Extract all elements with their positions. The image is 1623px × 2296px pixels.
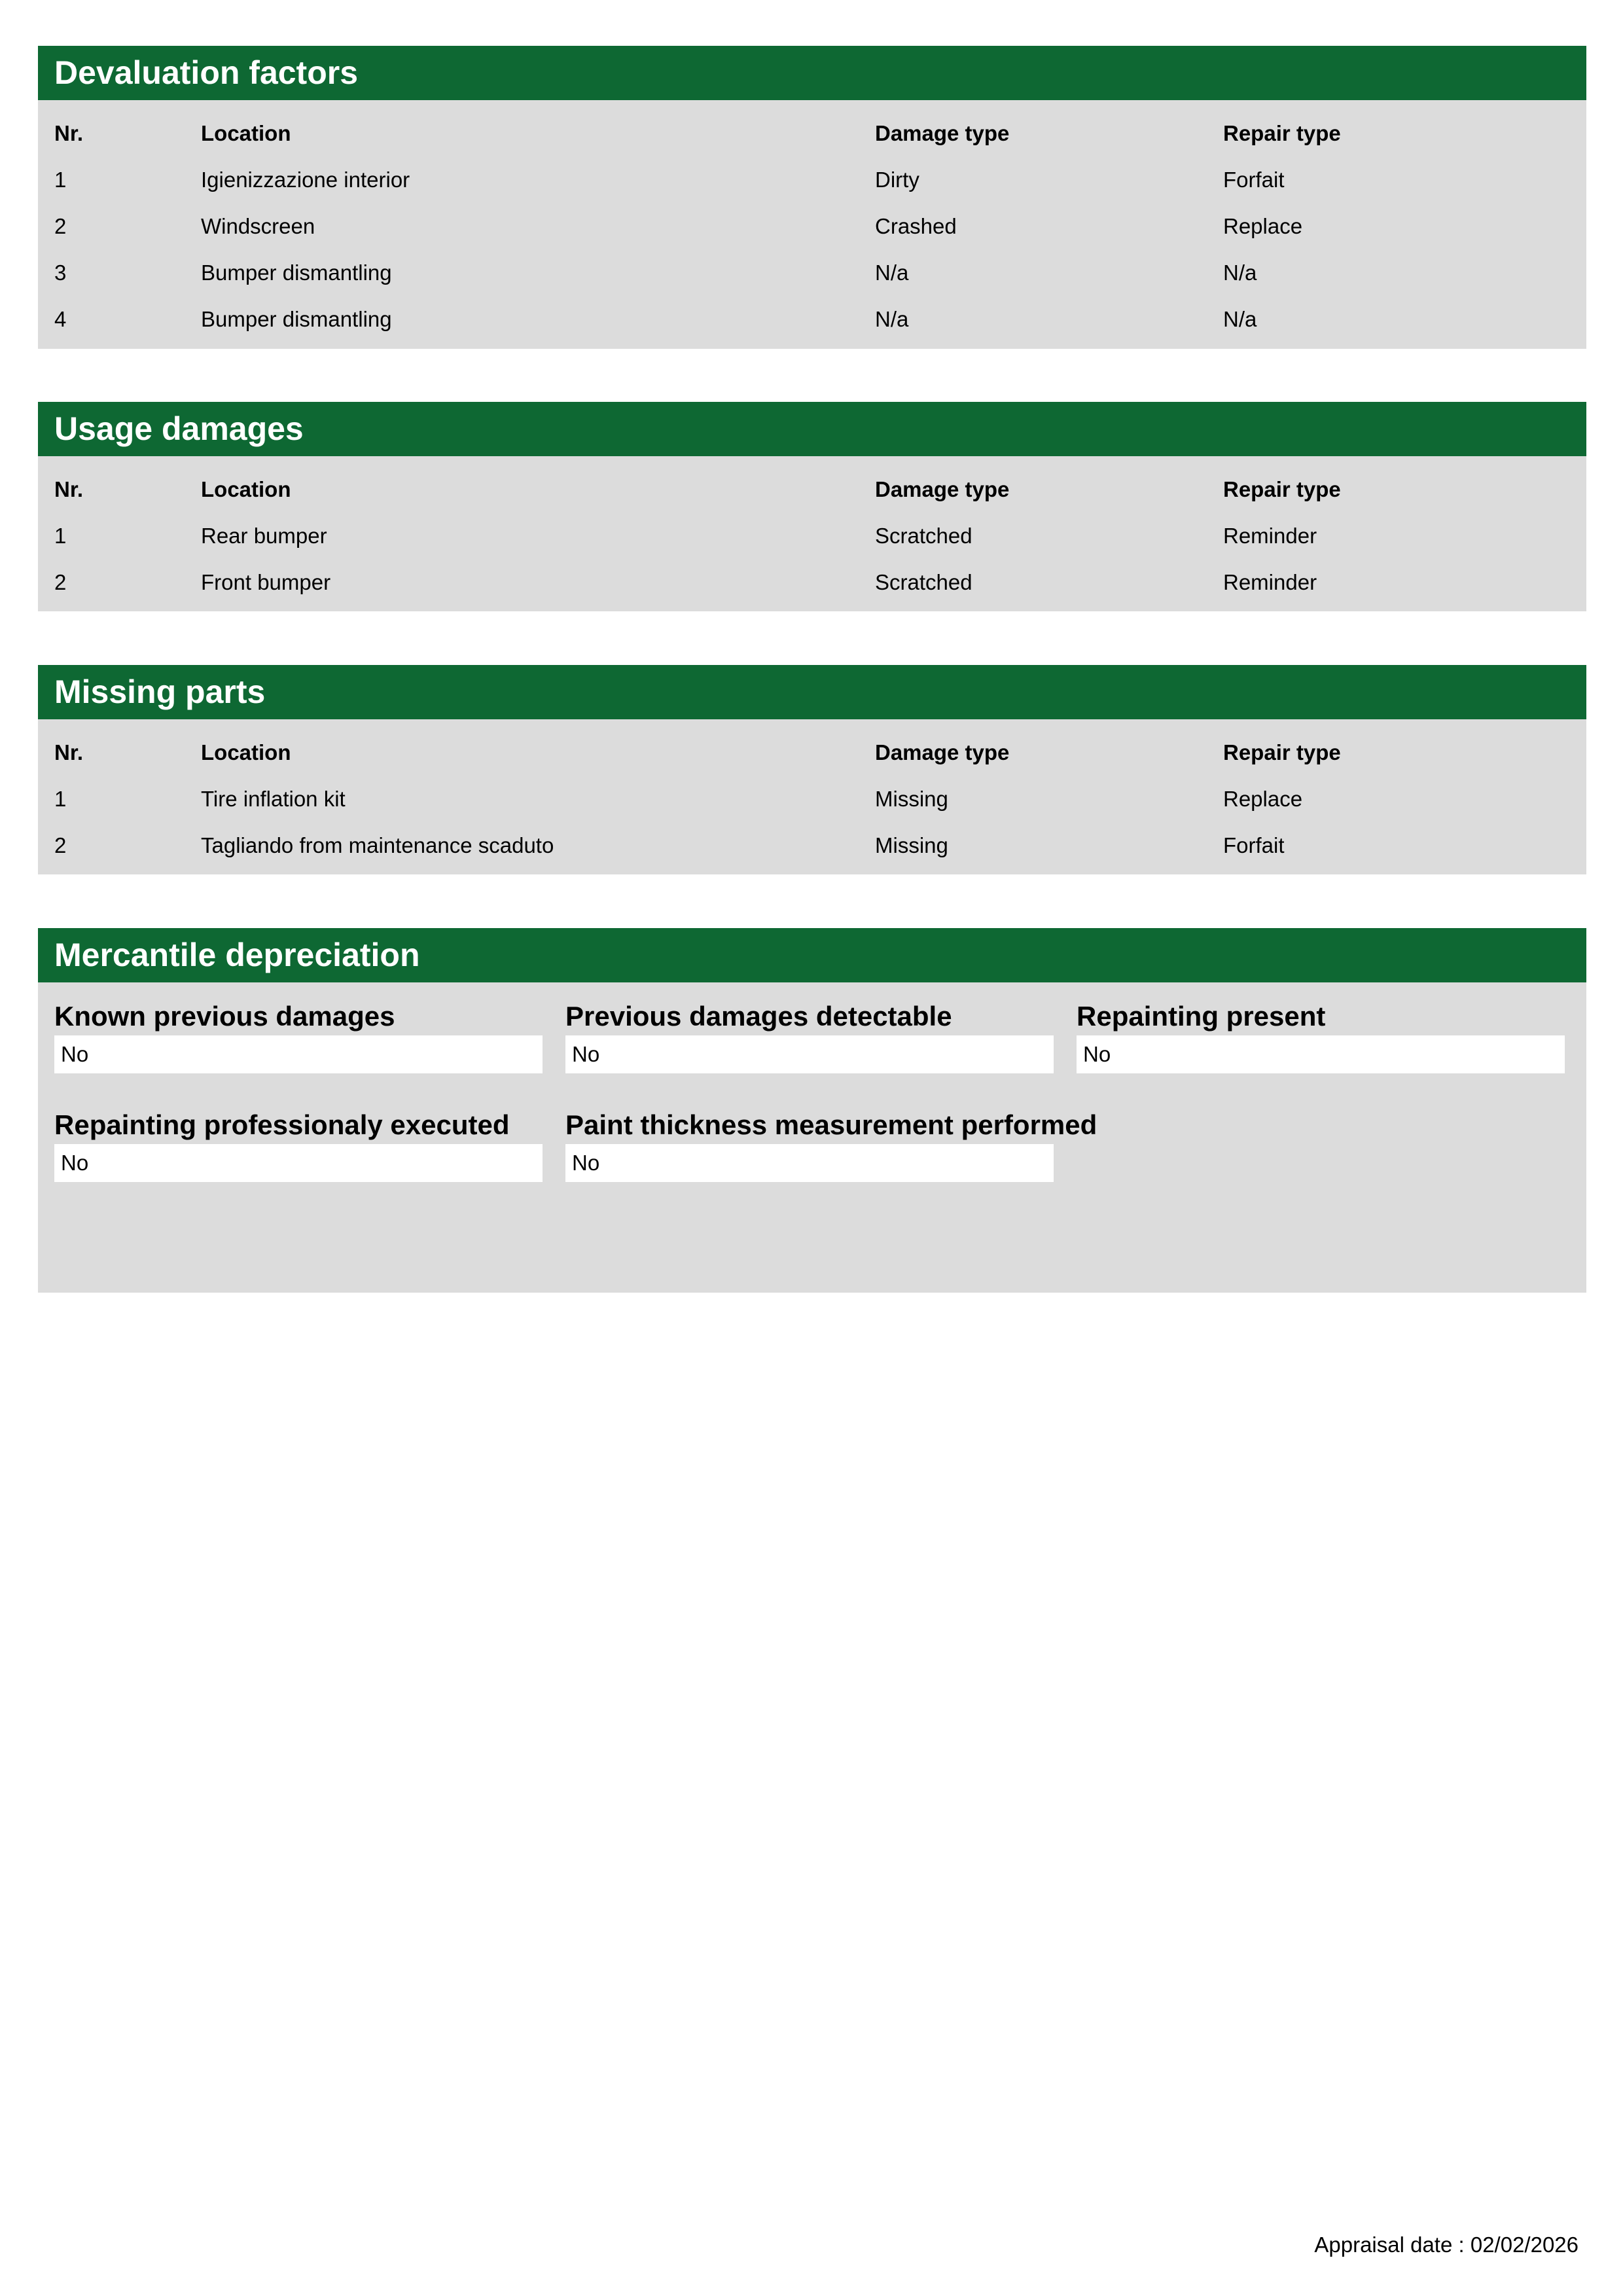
cell-repair-type: Reminder xyxy=(1223,524,1317,548)
usage-damages-section xyxy=(38,402,1586,611)
cell-location: Rear bumper xyxy=(201,524,327,548)
field-paint-thickness-measurement-performed xyxy=(565,1109,1097,1182)
column-header-nr: Nr. xyxy=(54,740,84,764)
usage-damages-title: Usage damages xyxy=(38,402,1586,456)
cell-nr: 1 xyxy=(54,787,67,811)
field-known-previous-damages xyxy=(54,1000,543,1073)
field-label: Repainting professionaly executed xyxy=(54,1109,510,1140)
cell-location: Tagliando from maintenance scaduto xyxy=(201,833,554,857)
mercantile-depreciation-section xyxy=(38,928,1586,1293)
table-row xyxy=(38,296,1586,342)
cell-damage-type: Scratched xyxy=(875,570,972,594)
cell-location: Bumper dismantling xyxy=(201,260,392,285)
missing-parts-section xyxy=(38,665,1586,874)
column-header-nr: Nr. xyxy=(54,121,84,145)
column-header-location: Location xyxy=(201,477,291,501)
cell-repair-type: N/a xyxy=(1223,307,1257,331)
table-header-row xyxy=(38,729,1586,776)
column-header-repair-type: Repair type xyxy=(1223,121,1341,145)
cell-nr: 3 xyxy=(54,260,67,285)
cell-repair-type: N/a xyxy=(1223,260,1257,285)
column-header-damage-type: Damage type xyxy=(875,121,1010,145)
table-row xyxy=(38,512,1586,559)
cell-nr: 2 xyxy=(54,570,67,594)
field-repainting-professionaly-executed xyxy=(54,1109,543,1182)
table-row xyxy=(38,249,1586,296)
field-value: No xyxy=(565,1035,1054,1073)
cell-location: Tire inflation kit xyxy=(201,787,346,811)
column-header-nr: Nr. xyxy=(54,477,84,501)
table-header-row xyxy=(38,466,1586,512)
cell-nr: 2 xyxy=(54,833,67,857)
cell-location: Igienizzazione interior xyxy=(201,168,410,192)
field-value: No xyxy=(1077,1035,1565,1073)
column-header-damage-type: Damage type xyxy=(875,477,1010,501)
table-row xyxy=(38,822,1586,869)
cell-location: Front bumper xyxy=(201,570,331,594)
column-header-repair-type: Repair type xyxy=(1223,740,1341,764)
missing-parts-table xyxy=(38,719,1586,869)
field-label: Repainting present xyxy=(1077,1001,1326,1031)
cell-repair-type: Forfait xyxy=(1223,168,1285,192)
devaluation-factors-section xyxy=(38,46,1586,349)
field-value: No xyxy=(565,1144,1054,1182)
devaluation-factors-title: Devaluation factors xyxy=(38,46,1586,100)
cell-damage-type: N/a xyxy=(875,260,909,285)
field-value: No xyxy=(54,1035,543,1073)
cell-repair-type: Replace xyxy=(1223,214,1303,238)
cell-repair-type: Reminder xyxy=(1223,570,1317,594)
cell-location: Windscreen xyxy=(201,214,315,238)
field-value: No xyxy=(54,1144,543,1182)
cell-nr: 1 xyxy=(54,524,67,548)
column-header-repair-type: Repair type xyxy=(1223,477,1341,501)
cell-nr: 2 xyxy=(54,214,67,238)
cell-damage-type: Scratched xyxy=(875,524,972,548)
mercantile-depreciation-title: Mercantile depreciation xyxy=(38,928,1586,982)
missing-parts-title: Missing parts xyxy=(38,665,1586,719)
cell-damage-type: Missing xyxy=(875,787,948,811)
cell-damage-type: Crashed xyxy=(875,214,957,238)
field-label: Known previous damages xyxy=(54,1001,395,1031)
field-label: Paint thickness measurement performed xyxy=(565,1109,1097,1140)
field-previous-damages-detectable xyxy=(565,1000,1054,1073)
table-row xyxy=(38,203,1586,249)
column-header-damage-type: Damage type xyxy=(875,740,1010,764)
usage-damages-table xyxy=(38,456,1586,605)
field-repainting-present xyxy=(1077,1000,1565,1073)
cell-repair-type: Replace xyxy=(1223,787,1303,811)
field-label: Previous damages detectable xyxy=(565,1001,952,1031)
table-row xyxy=(38,776,1586,822)
column-header-location: Location xyxy=(201,121,291,145)
cell-damage-type: N/a xyxy=(875,307,909,331)
cell-nr: 1 xyxy=(54,168,67,192)
table-row xyxy=(38,156,1586,203)
devaluation-factors-table xyxy=(38,100,1586,342)
table-row xyxy=(38,559,1586,605)
cell-damage-type: Missing xyxy=(875,833,948,857)
appraisal-date: Appraisal date : 02/02/2026 xyxy=(1314,2233,1578,2257)
cell-repair-type: Forfait xyxy=(1223,833,1285,857)
cell-damage-type: Dirty xyxy=(875,168,919,192)
column-header-location: Location xyxy=(201,740,291,764)
cell-location: Bumper dismantling xyxy=(201,307,392,331)
cell-nr: 4 xyxy=(54,307,67,331)
table-header-row xyxy=(38,110,1586,156)
